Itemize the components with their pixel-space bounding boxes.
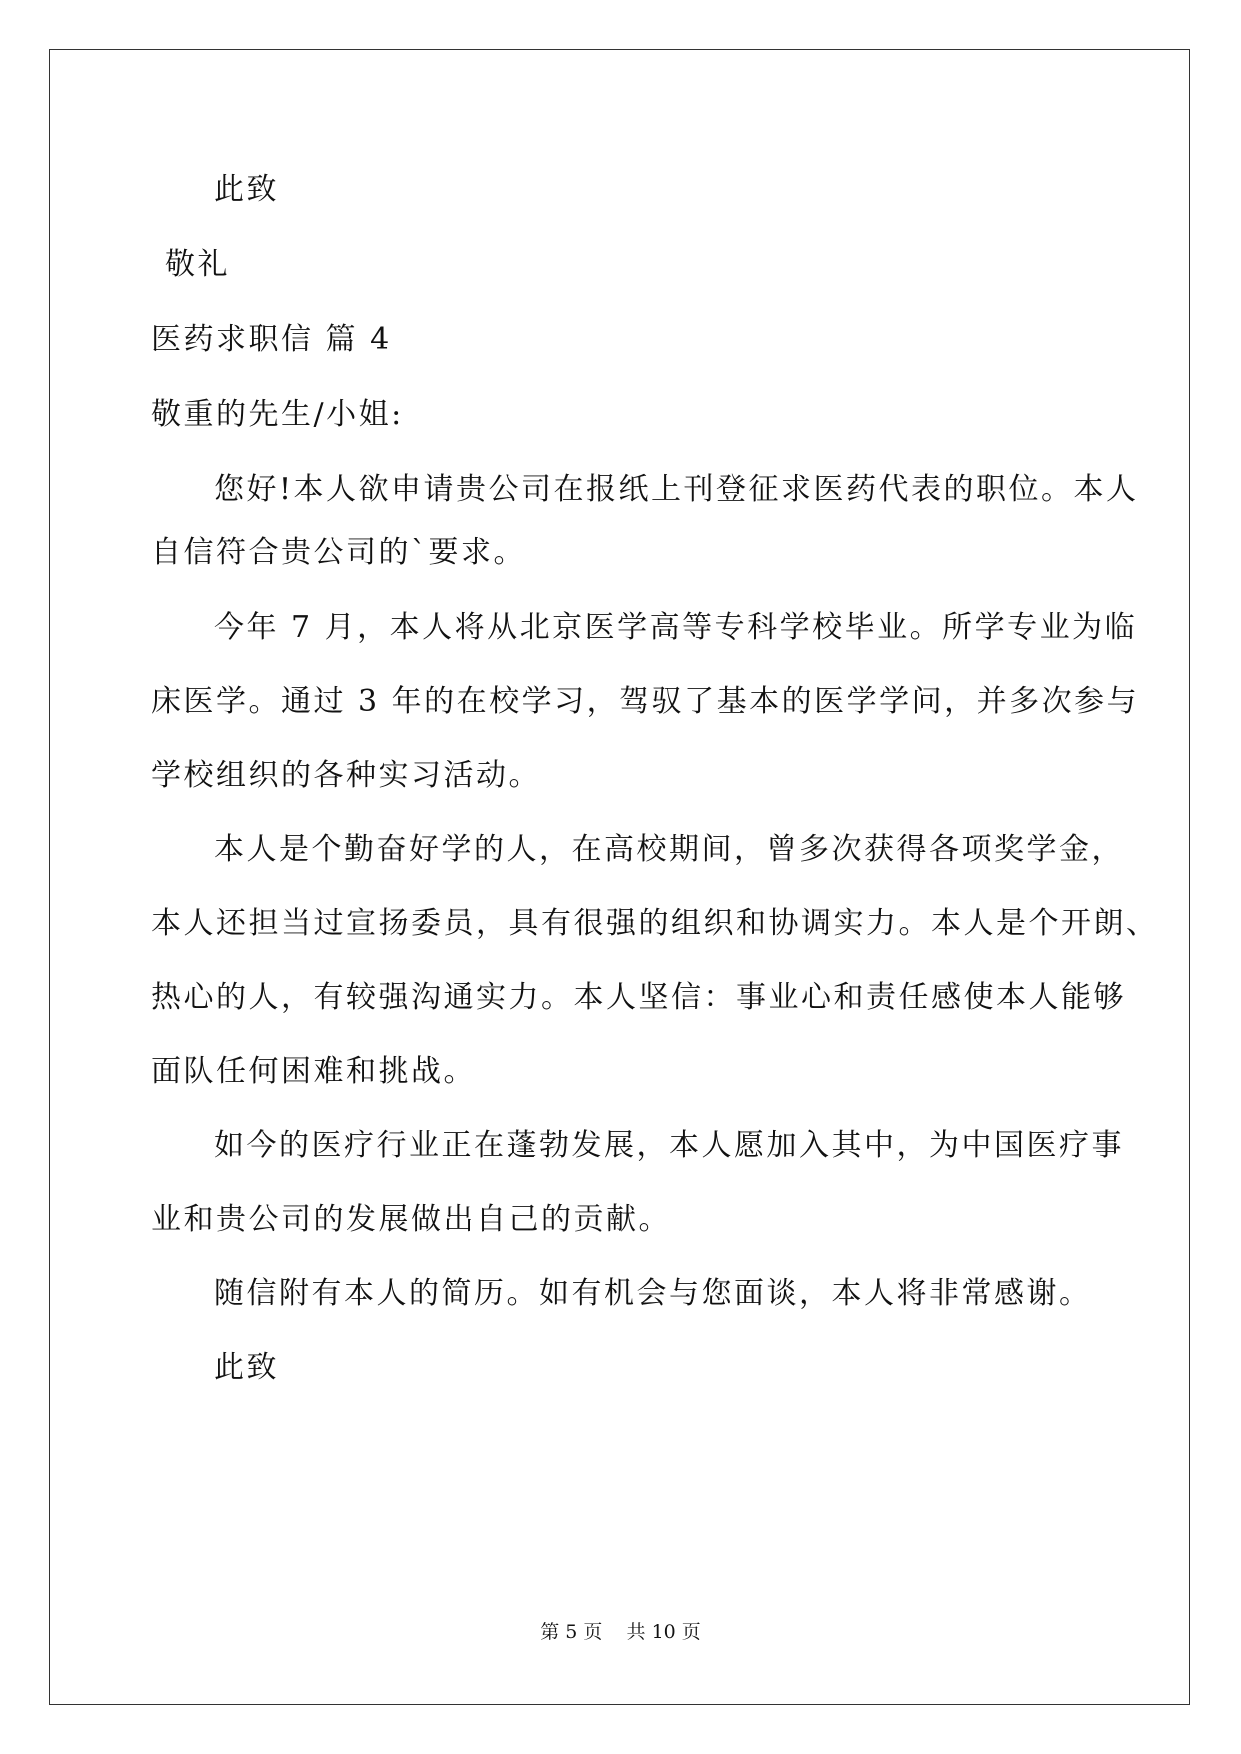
greeting: 敬重的先生/小姐:	[151, 397, 404, 432]
section-title: 医药求职信 篇 4	[151, 322, 392, 357]
paragraph-3-line-4: 面队任何困难和挑战。	[151, 1054, 476, 1089]
paragraph-1-line-2: 自信符合贵公司的`要求。	[151, 535, 526, 570]
closing-salutation: 此致	[214, 172, 279, 207]
paragraph-1-line-1: 您好!本人欲申请贵公司在报纸上刊登征求医药代表的职位。本人	[214, 472, 1139, 507]
paragraph-3-line-2: 本人还担当过宣扬委员，具有很强的组织和协调实力。本人是个开朗、	[151, 906, 1159, 941]
paragraph-3-line-3: 热心的人，有较强沟通实力。本人坚信：事业心和责任感使本人能够	[151, 980, 1126, 1015]
paragraph-5: 随信附有本人的简历。如有机会与您面谈，本人将非常感谢。	[214, 1276, 1092, 1311]
paragraph-2-line-1: 今年 7 月，本人将从北京医学高等专科学校毕业。所学专业为临	[214, 610, 1138, 645]
paragraph-2-line-2: 床医学。通过 3 年的在校学习，驾驭了基本的医学学问，并多次参与	[151, 684, 1140, 719]
paragraph-3-line-1: 本人是个勤奋好学的人，在高校期间，曾多次获得各项奖学金，	[214, 832, 1124, 867]
paragraph-4-line-1: 如今的医疗行业正在蓬勃发展，本人愿加入其中，为中国医疗事	[214, 1128, 1124, 1163]
closing-regards: 敬礼	[165, 247, 230, 282]
page-border	[49, 49, 1190, 1705]
closing-salutation-2: 此致	[214, 1350, 279, 1385]
page-number: 第 5 页 共 10 页	[540, 1621, 701, 1643]
paragraph-4-line-2: 业和贵公司的发展做出自己的贡献。	[151, 1202, 671, 1237]
paragraph-2-line-3: 学校组织的各种实习活动。	[151, 758, 541, 793]
